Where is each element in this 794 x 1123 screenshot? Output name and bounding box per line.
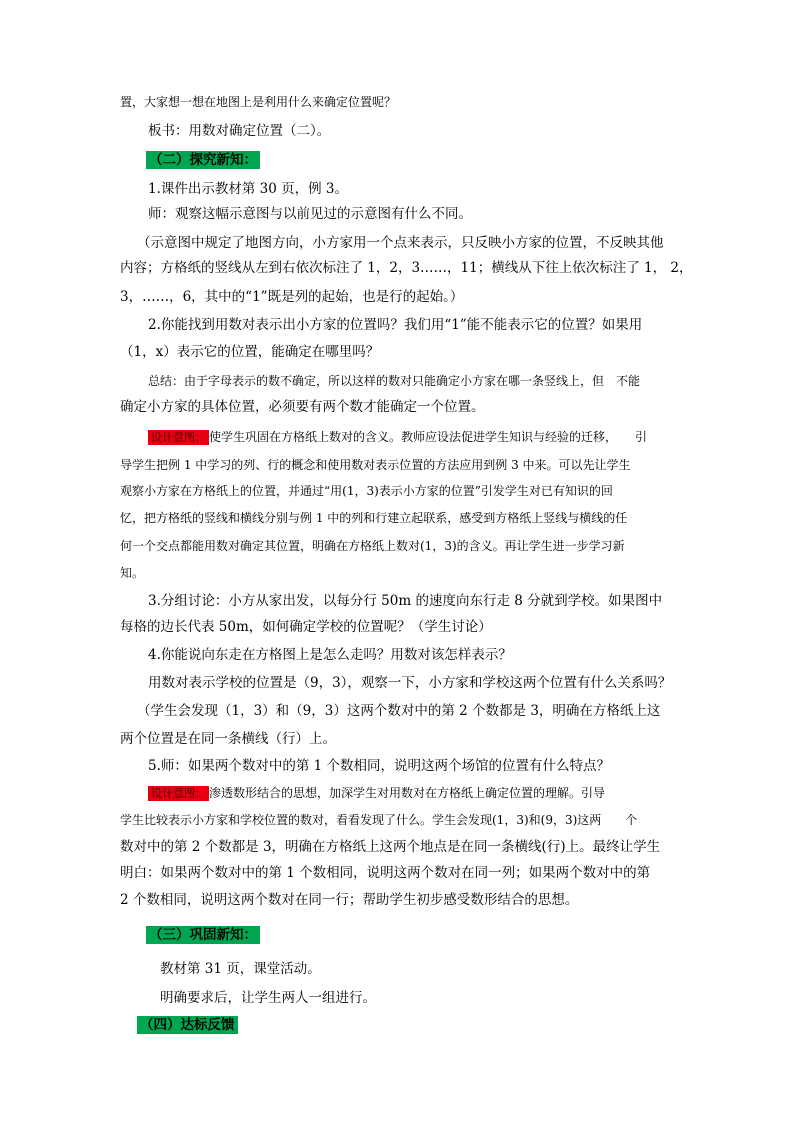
text-line: 4.你能说向东走在方格图上是怎么走吗？用数对该怎样表示？	[148, 647, 512, 663]
text-line: 明确要求后，让学生两人一组进行。	[160, 990, 376, 1006]
text-line: 两个位置是在同一条横线（行）上。	[120, 731, 336, 747]
text-line: 观察小方家在方格纸上的位置，并通过“用(1，3)表示小方家的位置”引发学生对已有知识的回	[120, 484, 613, 498]
summary-line: 总结：由于字母表示的数不确定，所以这样的数对只能确定小方家在哪一条竖线上，但 不能	[148, 374, 641, 388]
design-intent-tag: 设计意图：	[148, 430, 209, 445]
text-line: 教材第 31 页，课堂活动。	[160, 961, 321, 977]
text-line: 置，大家想一想在地图上是利用什么来确定位置呢？	[120, 95, 397, 109]
section-heading-consolidate	[146, 926, 260, 944]
text-line: （1，x）表示它的位置，能确定在哪里吗？	[120, 344, 380, 360]
text-line: 用数对表示学校的位置是（9，3），观察一下，小方家和学校这两个位置有什么关系吗？	[148, 675, 672, 691]
text-line: 明白：如果两个数对中的第 1 个数相同，说明这两个数对在同一列；如果两个数对中的第	[120, 865, 651, 881]
heading-highlight: （四）达标反馈	[137, 1016, 238, 1034]
text-line: （示意图中规定了地图方向，小方家用一个点来表示，只反映小方家的位置，不反映其他	[137, 235, 664, 251]
text-line: 5.师：如果两个数对中的第 1 个数相同，说明这两个场馆的位置有什么特点？	[148, 758, 611, 774]
heading-highlight: （二）探究新知：	[146, 151, 260, 169]
heading-highlight: （三）巩固新知：	[146, 926, 260, 944]
design-intent-line	[148, 784, 605, 803]
text-line: 内容；方格纸的竖线从左到右依次标注了 1，2，3……，11；横线从下往上依次标注了 1， 2，	[120, 260, 693, 276]
section-heading-explore	[146, 151, 260, 169]
design-intent-tag: 设计意图：	[148, 786, 209, 801]
section-heading-feedback	[137, 1016, 238, 1034]
text-line: 1.课件出示教材第 30 页，例 3。	[148, 181, 349, 197]
design-intent-text: 使学生巩固在方格纸上数对的含义。教师应设法促进学生知识与经验的迁移， 引	[209, 430, 648, 444]
text-line: 2 个数相同，说明这两个数对在同一行；帮助学生初步感受数形结合的思想。	[120, 892, 579, 908]
text-line: 数对中的第 2 个数都是 3，明确在方格纸上这两个地点是在同一条横线(行)上。最终让学生	[120, 839, 661, 855]
text-line: 导学生把例 1 中学习的列、行的概念和使用数对表示位置的方法应用到例 3 中来。可以先让学生	[120, 458, 631, 472]
text-line: 知。	[120, 566, 145, 580]
text-line: 何一个交点都能用数对确定其位置，明确在方格纸上数对(1，3)的含义。再让学生进一步学习新	[120, 539, 625, 553]
text-line: 师：观察这幅示意图与以前见过的示意图有什么不同。	[148, 206, 472, 222]
text-line: 忆，把方格纸的竖线和横线分别与例 1 中的列和行建立起联系，感受到方格纸上竖线与横线的任	[120, 511, 628, 525]
text-line: 每格的边长代表 50m，如何确定学校的位置呢？（学生讨论）	[120, 619, 492, 635]
text-line: （学生会发现（1，3）和（9，3）这两个数对中的第 2 个数都是 3，明确在方格纸上这	[137, 703, 661, 719]
text-line: 确定小方家的具体位置，必须要有两个数才能确定一个位置。	[120, 399, 485, 415]
text-line: 3.分组讨论：小方从家出发，以每分行 50m 的速度向东行走 8 分就到学校。如果图中	[148, 593, 663, 609]
text-line: 板书：用数对确定位置（二）。	[148, 123, 331, 139]
text-line: 3，……，6，其中的“1”既是列的起始，也是行的起始。）	[120, 289, 464, 305]
design-intent-line	[148, 428, 647, 447]
design-intent-text: 渗透数形结合的思想，加深学生对用数对在方格纸上确定位置的理解。引导	[209, 786, 606, 800]
text-line: 2.你能找到用数对表示出小方家的位置吗？我们用“1”能不能表示它的位置？如果用	[148, 317, 643, 333]
text-line: 学生比较表示小方家和学校位置的数对，看看发现了什么。学生会发现(1，3)和(9，3)这两 个	[120, 813, 638, 827]
